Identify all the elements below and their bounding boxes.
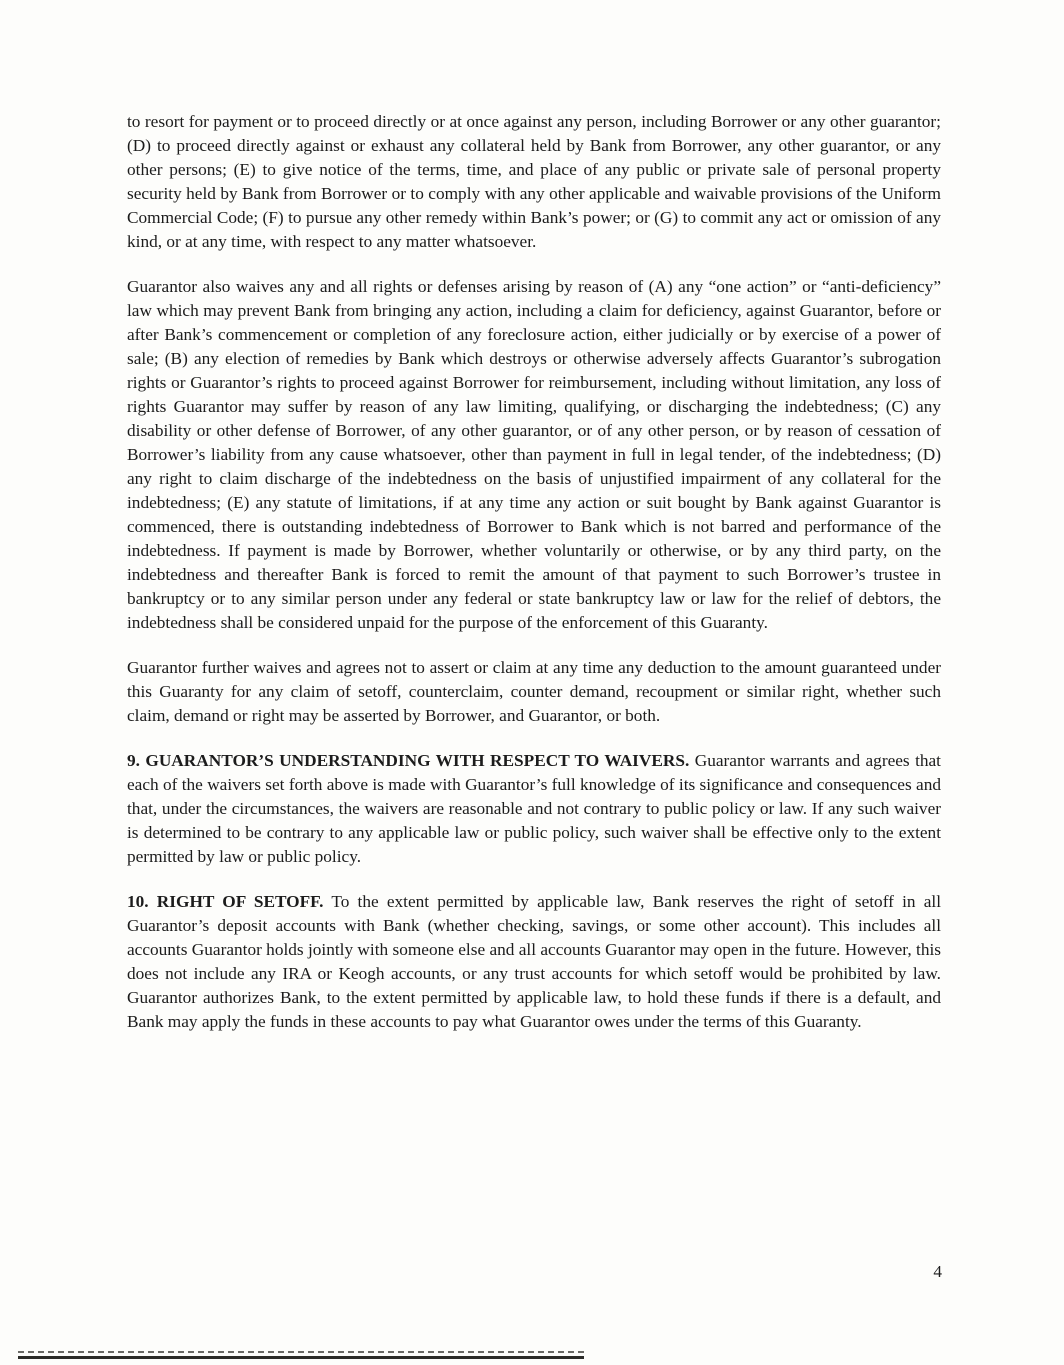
paragraph-section-9 — [127, 749, 941, 869]
page-number: 4 — [933, 1262, 942, 1281]
section-9-heading: 9. GUARANTOR’S UNDERSTANDING WITH RESPECT TO WAIVERS. — [127, 751, 690, 770]
paragraph-text: To the extent permitted by applicable law, Bank reserves the right of setoff in all Guarantor’s deposit accounts with Bank (whether checking, savings, or some other account). This includes all accounts Guarantor holds jointly with someone else and all accounts Guarantor may open in the future. However, this does not include any IRA or Keogh accounts, or any trust accounts for which setoff would be prohibited by law. Guarantor authorizes Bank, to the extent permitted by applicable law, to hold these funds if there is a default, and Bank may apply the funds in these accounts to pay what Guarantor owes under the terms of this Guaranty. — [127, 892, 941, 1031]
paragraph-waiver-defenses — [127, 275, 941, 635]
paragraph-text: to resort for payment or to proceed directly or at once against any person, including Borrower or any other guarantor; (D) to proceed directly against or exhaust any collateral held by Bank from Borrower, any other guarantor, or any other persons; (E) to give notice of the terms, time, and place of any public or private sale of personal property security held by Bank from Borrower or to comply with any other applicable and waivable provisions of the Uniform Commercial Code; (F) to pursue any other remedy within Bank’s power; or (G) to commit any act or omission of any kind, or at any time, with respect to any matter whatsoever. — [127, 112, 941, 251]
paragraph-text: Guarantor warrants and agrees that each of the waivers set forth above is made with Guarantor’s full knowledge of its significance and consequences and that, under the circumstances, the waivers are reasonable and not contrary to public policy or law. If any such waiver is determined to be contrary to any applicable law or public policy, such waiver shall be effective only to the extent permitted by law or public policy. — [127, 751, 941, 866]
paragraph-text: Guarantor also waives any and all rights or defenses arising by reason of (A) any “one action” or “anti-deficiency” law which may prevent Bank from bringing any action, including a claim for deficiency, against Guarantor, before or after Bank’s commencement or completion of any foreclosure action, either judicially or by exercise of a power of sale; (B) any election of remedies by Bank which destroys or otherwise adversely affects Guarantor’s subrogation rights or Guarantor’s rights to proceed against Borrower for reimbursement, including without limitation, any loss of rights Guarantor may suffer by reason of any law limiting, qualifying, or discharging the indebtedness; (C) any disability or other defense of Borrower, of any other guarantor, or of any other person, or by reason of cessation of Borrower’s liability from any cause whatsoever, other than payment in full in legal tender, of the indebtedness; (D) any right to claim discharge of the indebtedness on the basis of unjustified impairment of any collateral for the indebtedness; (E) any statute of limitations, if at any time any action or suit bought by Bank against Guarantor is commenced, there is outstanding indebtedness of Borrower to Bank which is not barred and performance of the indebtedness. If payment is made by Borrower, whether voluntarily or otherwise, or by any third party, on the indebtedness and thereafter Bank is forced to remit the amount of that payment to such Borrower’s trustee in bankruptcy or to any similar person under any federal or state bankruptcy law or law for the relief of debtors, the indebtedness shall be considered unpaid for the purpose of the enforcement of this Guaranty. — [127, 277, 941, 632]
paragraph-section-10 — [127, 890, 941, 1034]
section-10-heading: 10. RIGHT OF SETOFF. — [127, 892, 324, 911]
scan-edge-line — [18, 1351, 584, 1359]
paragraph-text: Guarantor further waives and agrees not to assert or claim at any time any deduction to the amount guaranteed under this Guaranty for any claim of setoff, counterclaim, counter demand, recoupment or similar right, whether such claim, demand or right may be asserted by Borrower, and Guarantor, or both. — [127, 658, 941, 725]
paragraph-waiver-continuation — [127, 110, 941, 254]
paragraph-waiver-setoff-claims — [127, 656, 941, 728]
document-body — [127, 110, 941, 1055]
